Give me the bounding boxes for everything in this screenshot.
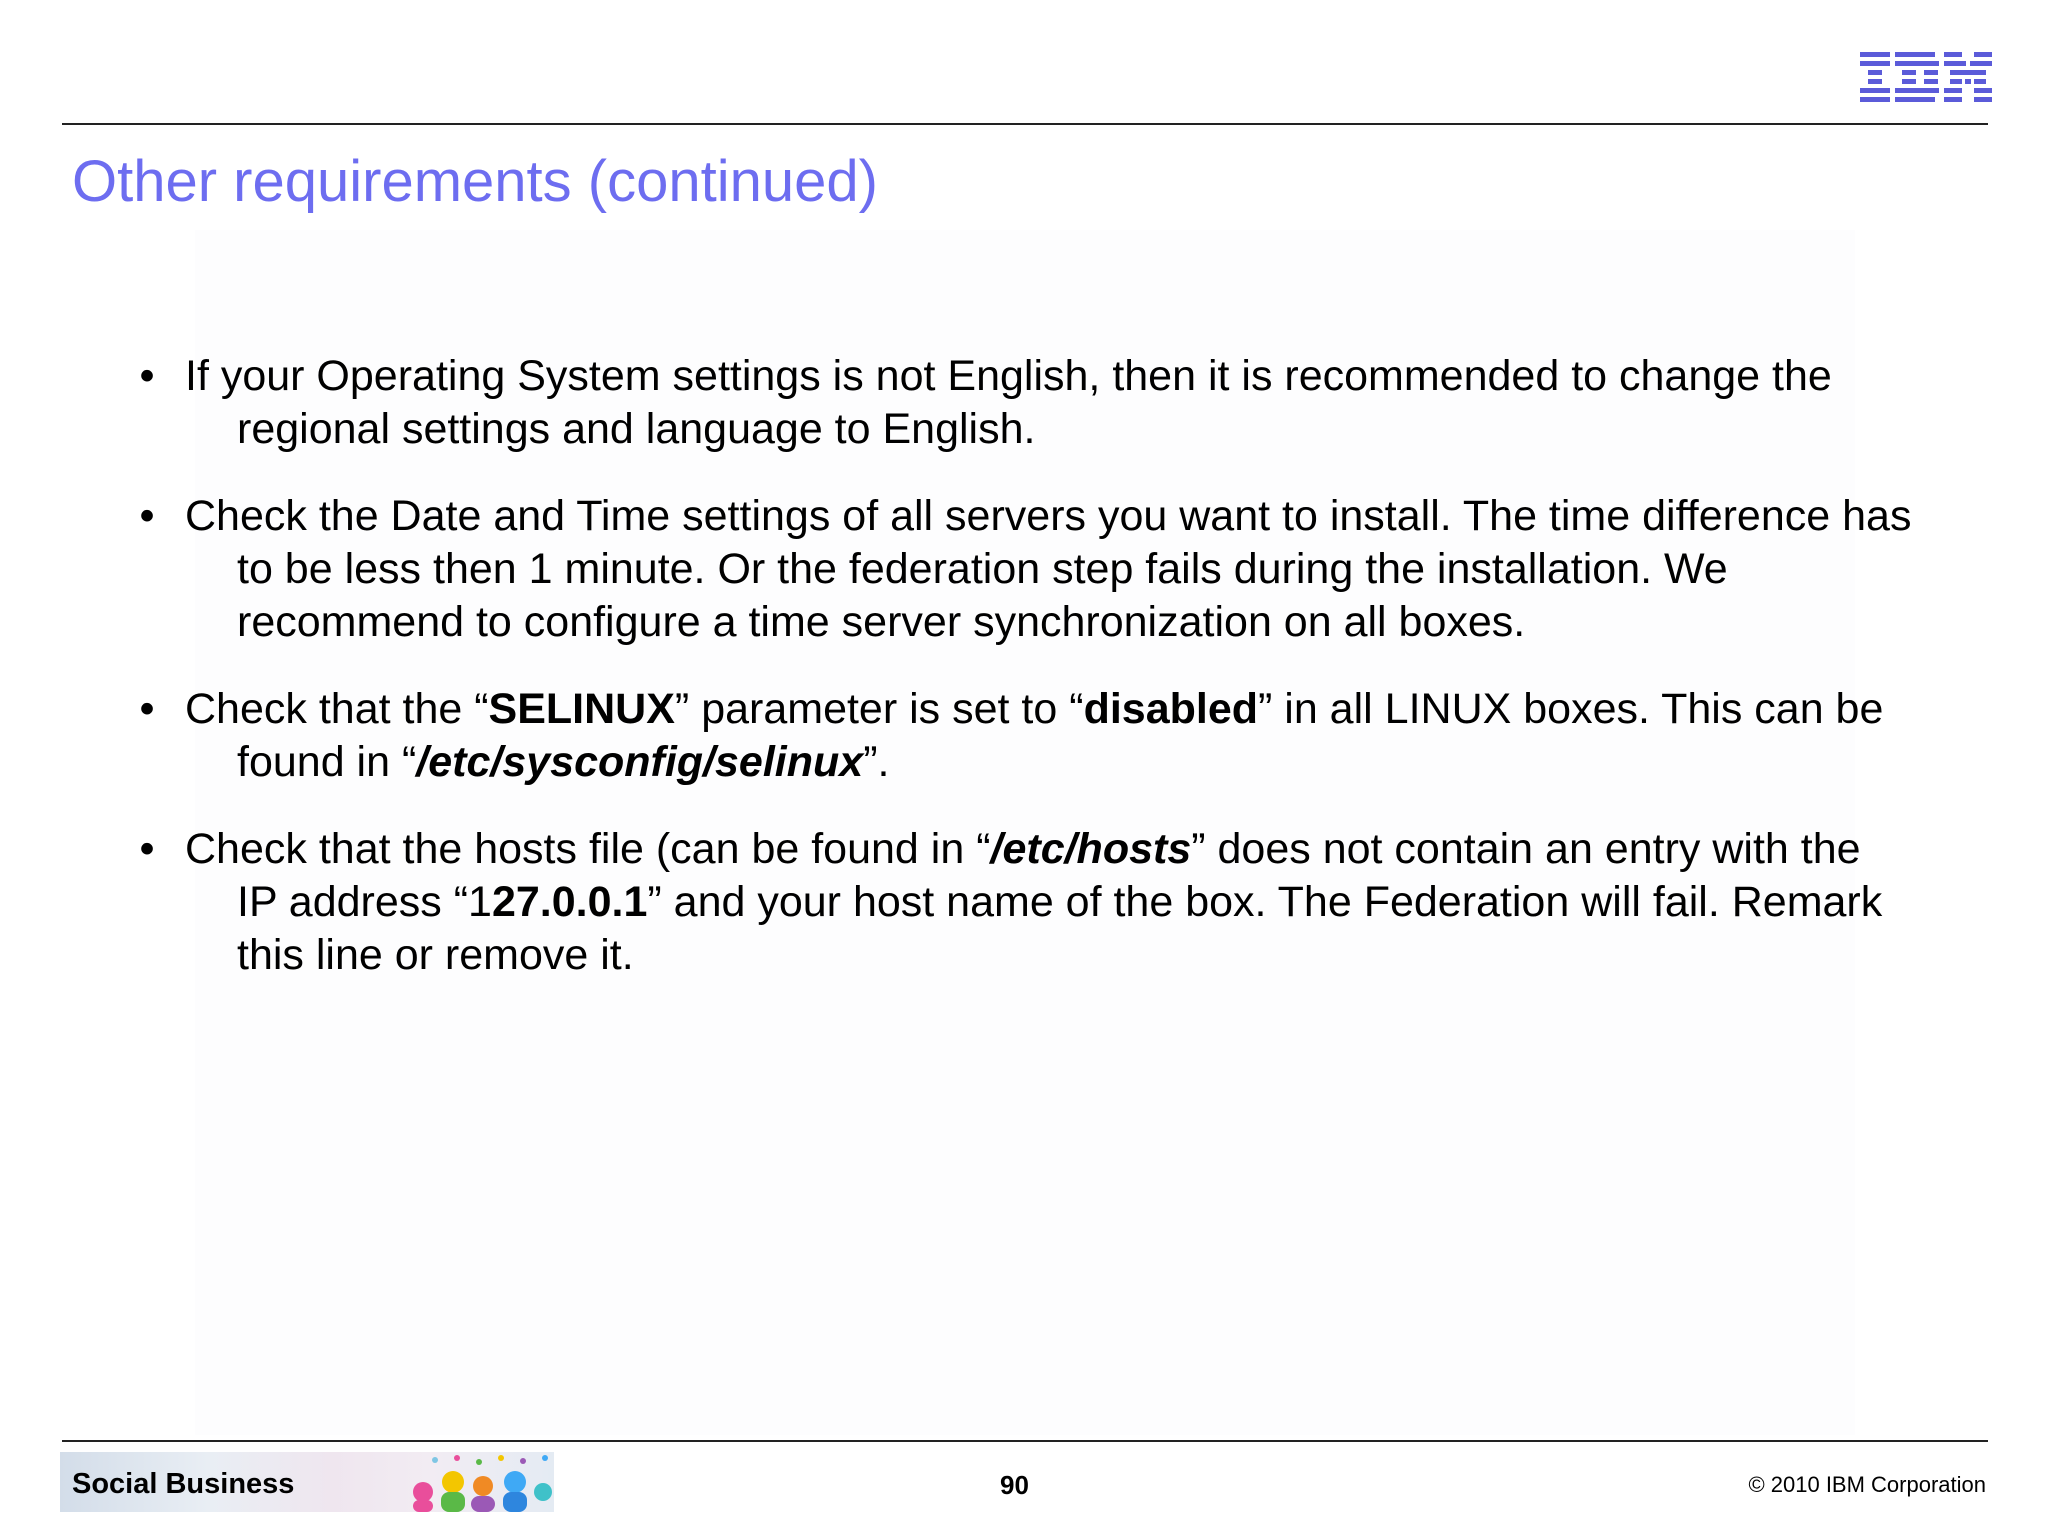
bullet-text <box>185 825 1882 979</box>
bullet-dot-icon: • <box>139 352 155 400</box>
slide-title: Other requirements (continued) <box>72 149 878 214</box>
bullet-text-run: 27.0.0.1 <box>491 878 648 926</box>
header-divider <box>62 123 1988 125</box>
bullet-text-run: Check that the hosts file (can be found in “ <box>185 825 991 873</box>
bullet-dot-icon: • <box>139 492 155 540</box>
bullet-text-run: disabled <box>1083 685 1258 733</box>
bullet-text-run: If your Operating System settings is not English, then it is recommended to change the regional settings and language to English. <box>185 352 1832 453</box>
bullet-item <box>132 823 1912 982</box>
page-number: 90 <box>1000 1470 1029 1500</box>
bullet-text-run: ” does not contain an entry with the IP address “1 <box>237 825 1861 926</box>
bullet-text <box>185 492 1911 646</box>
copyright-notice: © 2010 IBM Corporation <box>1748 1472 1986 1497</box>
bullet-text-run: Check the Date and Time settings of all servers you want to install. The time difference has to be less then 1 minute. Or the federation step fails during the installation. We recommend to configure a time server synchronization on all boxes. <box>185 492 1912 646</box>
ibm-logo <box>1860 52 1992 104</box>
bullet-list <box>132 350 1912 1016</box>
bullet-item <box>132 683 1912 789</box>
bullet-item <box>132 350 1912 456</box>
bullet-text-run: /etc/sysconfig/selinux <box>416 738 864 786</box>
people-graphic-icon <box>405 1452 554 1512</box>
bullet-item <box>132 490 1912 649</box>
bullet-text-run: ” in all LINUX boxes. This can be found in “ <box>237 685 1884 786</box>
bullet-text-run: Check that the “ <box>185 685 489 733</box>
banner-label: Social Business <box>72 1468 295 1500</box>
social-business-banner <box>60 1452 554 1512</box>
bullet-text-run: /etc/hosts <box>990 825 1192 873</box>
bullet-text-run: ”. <box>863 738 890 786</box>
footer-divider <box>62 1440 1988 1442</box>
bullet-text <box>185 685 1883 786</box>
bullet-text-run: ” and your host name of the box. The Federation will fail. Remark this line or remove it. <box>237 878 1883 979</box>
bullet-text-run: ” parameter is set to “ <box>674 685 1084 733</box>
bullet-dot-icon: • <box>139 685 155 733</box>
bullet-text-run: SELINUX <box>488 685 675 733</box>
bullet-text <box>185 352 1832 453</box>
bullet-dot-icon: • <box>139 825 155 873</box>
